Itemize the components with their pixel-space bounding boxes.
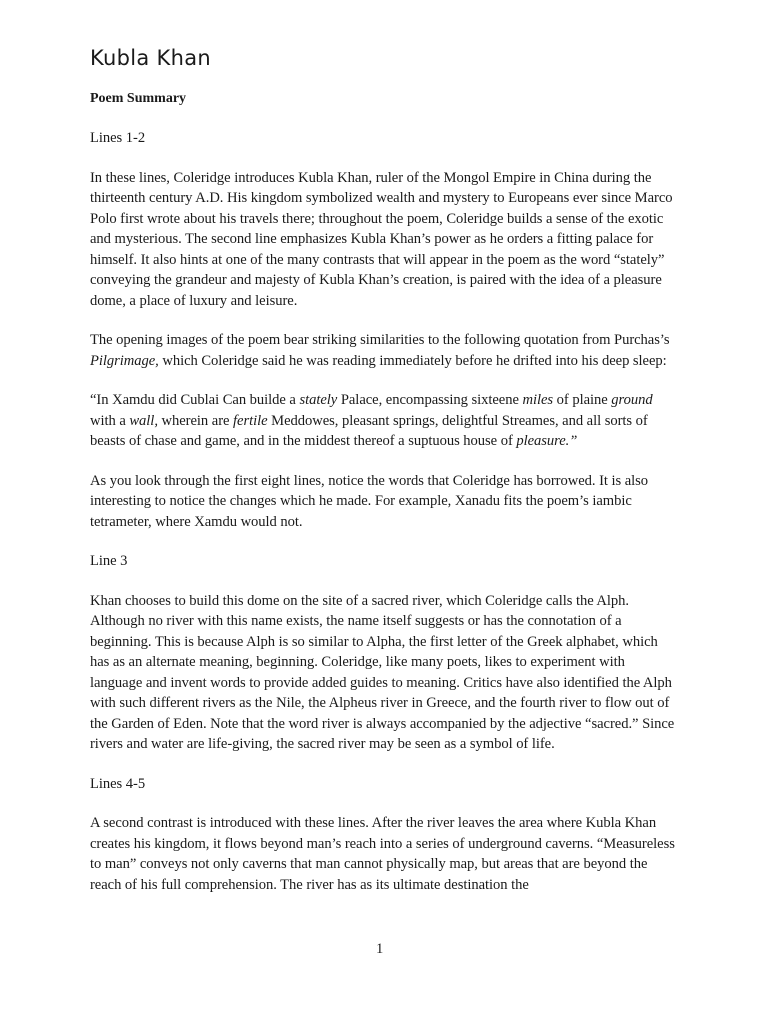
quote-part: “In Xamdu did Cublai Can builde a (90, 392, 300, 408)
pilgrimage-italic: Pilgrimage, (90, 352, 159, 369)
quote-part: Palace, encompassing sixteene (337, 392, 523, 408)
quote-part: wherein are (157, 412, 234, 429)
page-number: 1 (376, 941, 384, 957)
quote-part: of plaine (553, 392, 612, 408)
document-title: Kubla Khan (90, 46, 212, 70)
paragraph-2 (90, 330, 680, 371)
quote-italic: miles (522, 392, 554, 408)
paragraph-2-text-b: which Coleridge said he was reading immediately before he drifted into his deep sleep: (158, 352, 667, 369)
paragraph-2-text-a: The opening images of the poem bear striking similarities to the following quotation from Purchas’s (90, 332, 670, 348)
paragraph-1: In these lines, Coleridge introduces Kubla Khan, ruler of the Mongol Empire in China during the thirteenth century A.D. His kingdom symbolized wealth and mystery to Europeans ever since Marco Polo first wrote about his travels there; throughout the poem, Coleridge builds a sense of the exotic and mysterious. The second line emphasizes Kubla Khan’s power as he orders a fitting palace for himself. It also hints at one of the many contrasts that will appear in the poem as the word “stately” conveying the grandeur and majesty of Kubla Khan’s creation, is paired with the idea of a pleasure dome, a place of luxury and leisure. (90, 169, 673, 309)
paragraph-3: As you look through the first eight lines, notice the words that Coleridge has borrowed. It is also interesting to notice the changes which he made. For example, Xanadu fits the poem’s iambic tetrameter, where Xamdu would not. (90, 472, 649, 530)
paragraph-5: A second contrast is introduced with these lines. After the river leaves the area where Kubla Khan creates his kingdom, it flows beyond man’s reach into a series of underground caverns. “Measureless to man” conveys not only caverns that man cannot physically map, but areas that are beyond the reach of his full comprehension. The river has as its ultimate destination the (90, 815, 675, 893)
quote-part: with a (90, 412, 130, 429)
quotation (90, 390, 680, 452)
quote-italic: fertile (233, 412, 268, 429)
lines-label-1-2: Lines 1-2 (90, 130, 146, 146)
section-heading: Poem Summary (90, 91, 187, 106)
quote-part: Meddowes, pleasant springs, delightful Streames, and all sorts of beasts of chase and game, and in the middest thereof a suptuous house of (90, 412, 648, 449)
quote-italic: pleasure.” (516, 433, 578, 449)
lines-label-4-5: Lines 4-5 (90, 775, 146, 792)
document-page (90, 44, 680, 895)
paragraph-4: Khan chooses to build this dome on the site of a sacred river, which Coleridge calls the Alph. Although no river with this name exists, the name itself suggests or has the connotation of a beginning. This is because Alph is so similar to Alpha, the first letter of the Greek alphabet, which has as an alternate meaning, beginning. Coleridge, like many poets, likes to experiment with language and invent words to provide added guides to meaning. Critics have also identified the Alph with such different rivers as the Nile, the Alpheus river in Greece, and the fourth river to flow out of the Garden of Eden. Note that the word river is always accompanied by the adjective “sacred.” Since rivers and water are life-giving, the sacred river may be seen as a symbol of life. (90, 592, 675, 752)
quote-italic: stately (299, 392, 338, 408)
lines-label-3: Line 3 (90, 553, 128, 569)
quote-italic: wall, (129, 412, 158, 429)
quote-italic: ground (611, 392, 653, 408)
